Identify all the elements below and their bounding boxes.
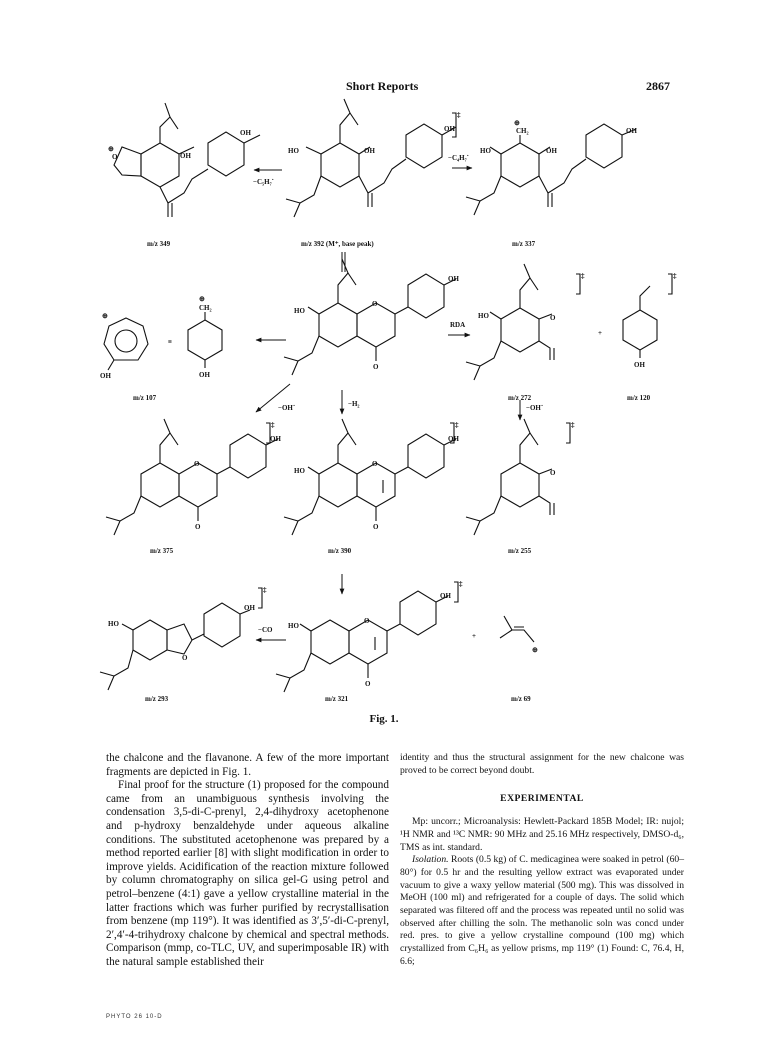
section-heading: EXPERIMENTAL [500, 793, 584, 805]
label-mz69: m/z 69 [511, 695, 531, 703]
atom-label: OH [270, 435, 281, 443]
atom-label: ⊕ [532, 646, 538, 654]
atom-label: OH [448, 435, 459, 443]
atom-label: O [194, 460, 200, 468]
paragraph: Final proof for the structure (1) proposed for the compound came from an unambiguous synthesis involving the condensation 3,5-di-C-prenyl, 2,4-dihydroxy acetophenone and p-hydroxy benzaldehyde under aqueous alkaline conditions. The substituted acetophenone was prepared by a method reported earlier [8] with slight modification in order to improve yields. Acidification of the reaction mixture followed by column chromatography on silica gel-G using petrol and petrol–benzene (4:1) gave a yellow crystalline material in the latter fractions which was furher purified by recrystallisation from benzene (mp 119°). It was identified as 3′,5′-di-C-prenyl, 2′,4′-4-trihydroxy chalcone by chemical and spectral methods. Comparison (mmp, co-TLC, UV, and superimposable IR) with the natural sample established their [106, 779, 389, 968]
right-column [400, 752, 684, 969]
radical-cation-mark: ‡ [673, 272, 677, 280]
structure-flavanone [284, 259, 459, 375]
atom-label: OH [634, 361, 645, 369]
atom-label: OH [444, 125, 455, 133]
structure-mz255 [466, 419, 575, 535]
rda-label: RDA [450, 321, 466, 329]
paragraph: Mp: uncorr.; Microanalysis: Hewlett-Packard 185B Model; IR: nujol; ¹H NMR and ¹³C NMR: 90 MHz and 25.16 MHz respectively, DMSO-d₆, TMS as int. standard. [400, 816, 684, 853]
paragraph: identity and thus the structural assignment for the new chalcone was proved to be correct beyond doubt. [400, 752, 684, 776]
atom-label: OH [199, 371, 210, 379]
label-mz337: m/z 337 [512, 240, 536, 248]
radical-cation-mark: ‡ [271, 421, 275, 429]
atom-label: HO [288, 622, 299, 630]
radical-cation-mark: ‡ [459, 580, 463, 588]
label-mz293: m/z 293 [145, 695, 169, 703]
atom-label: OH [546, 147, 557, 155]
atom-label: ⊕ [514, 119, 520, 127]
structure-mz349 [108, 103, 260, 217]
structure-mz321 [276, 580, 463, 692]
atom-label: O [373, 363, 379, 371]
atom-label: OH [100, 372, 111, 380]
structure-mz293 [100, 586, 267, 690]
atom-label: OH [364, 147, 375, 155]
label-mz390: m/z 390 [328, 547, 352, 555]
atom-label: O [112, 153, 118, 161]
label-mz321: m/z 321 [325, 695, 349, 703]
structure-mz392 [286, 99, 461, 217]
atom-label: O [550, 314, 556, 322]
label-mz255: m/z 255 [508, 547, 532, 555]
atom-label: HO [294, 467, 305, 475]
paragraph-body: Roots (0.5 kg) of C. medicaginea were soaked in petrol (60–80°) for 0.5 hr and the resulting yellow extract was evaporated under vacuum to give a waxy yellow material (500 mg). This was dissolved in MeOH (100 ml) and refrigerated for a couple of days. The solid which separated was filtered off and the process was repeated until no solid was observed after chilling the soln. The methanolic soln was concd under red. pres. to give a yellow crystalline compound (100 mg) which crystallized from C₆H₆ as yellow prisms, mp 119° (1) Found: C, 76.4, H, 6.6; [400, 854, 684, 967]
loss-oh-right-label: −OH˙ [526, 404, 544, 412]
left-column [106, 752, 389, 970]
atom-label: OH [240, 129, 251, 137]
paragraph [400, 854, 684, 968]
atom-label: O [372, 460, 378, 468]
paragraph-lead: Isolation. [412, 854, 449, 866]
atom-label: HO [294, 307, 305, 315]
atom-label: HO [288, 147, 299, 155]
structure-mz272 [466, 264, 585, 380]
atom-label: CH₂ [199, 304, 212, 312]
loss-oh-left-label: −OH˙ [278, 404, 296, 412]
plus-sign: + [598, 329, 602, 337]
page-number: 2867 [646, 79, 670, 93]
label-mz392: m/z 392 (M⁺, base peak) [301, 240, 374, 248]
structure-mz120 [623, 272, 677, 369]
radical-cation-mark: ‡ [457, 111, 461, 119]
paragraph: the chalcone and the flavanone. A few of the more important fragments are depicted in Fig. 1. [106, 752, 389, 778]
structure-mz375 [106, 419, 281, 535]
radical-cation-mark: ‡ [581, 272, 585, 280]
label-mz375: m/z 375 [150, 547, 174, 555]
figure-caption: Fig. 1. [369, 713, 399, 725]
atom-label: OH [448, 275, 459, 283]
structure-mz69 [500, 616, 538, 654]
atom-label: HO [480, 147, 491, 155]
atom-label: ⊕ [108, 145, 114, 153]
structure-mz390 [284, 419, 459, 535]
equiv-sign: ≡ [168, 338, 172, 346]
atom-label: CH₂ [516, 127, 529, 135]
atom-label: ⊕ [199, 295, 205, 303]
radical-cation-mark: ‡ [455, 421, 459, 429]
running-header: Short Reports [346, 79, 419, 93]
atom-label: OH [180, 152, 191, 160]
label-mz120: m/z 120 [627, 394, 651, 402]
radical-cation-mark: ‡ [571, 421, 575, 429]
label-mz272: m/z 272 [508, 394, 532, 402]
atom-label: OH [626, 127, 637, 135]
loss-h2-label: −H₂ [348, 400, 360, 408]
atom-label: O [373, 523, 379, 531]
label-mz349: m/z 349 [147, 240, 171, 248]
loss-c4h7-label: −C₄H₇˙ [448, 154, 470, 162]
atom-label: O [372, 300, 378, 308]
atom-label: ⊕ [102, 312, 108, 320]
radical-cation-mark: ‡ [263, 586, 267, 594]
loss-co-label: −CO [258, 626, 273, 634]
label-mz107: m/z 107 [133, 394, 157, 402]
atom-label: OH [244, 604, 255, 612]
atom-label: O [550, 469, 556, 477]
plus-sign: + [472, 632, 476, 640]
atom-label: O [365, 680, 371, 688]
atom-label: O [182, 654, 188, 662]
atom-label: O [195, 523, 201, 531]
structure-mz337 [466, 119, 637, 215]
loss-c5h7-label: −C₅H₇˙ [253, 178, 275, 186]
structure-mz107 [100, 312, 148, 380]
atom-label: HO [478, 312, 489, 320]
footer-code: PHYTO 26 10-D [106, 1014, 163, 1020]
atom-label: OH [440, 592, 451, 600]
atom-label: HO [108, 620, 119, 628]
structure-hydroxybenzyl [188, 295, 222, 379]
atom-label: O [364, 617, 370, 625]
